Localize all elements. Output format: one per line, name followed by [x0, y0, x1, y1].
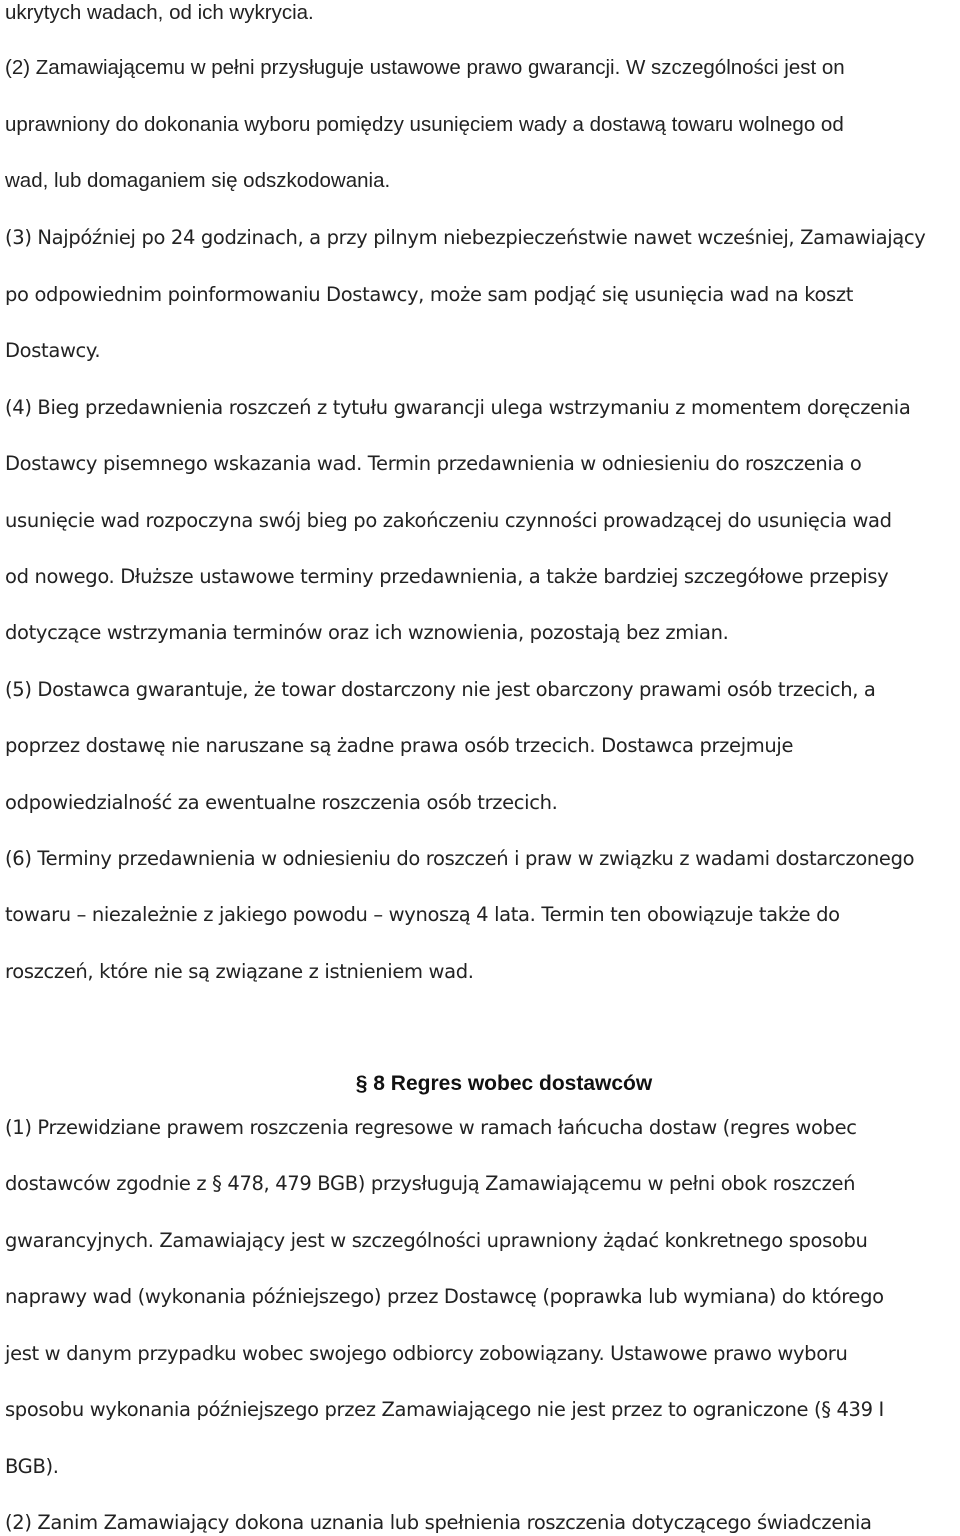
text-line: Dostawcy. [5, 339, 101, 362]
text-line: (3) Najpóźniej po 24 godzinach, a przy pilnym niebezpieczeństwie nawet wcześniej, Zamawiający [5, 226, 926, 249]
text-line: naprawy wad (wykonania późniejszego) przez Dostawcę (poprawka lub wymiana) do którego [5, 1285, 884, 1308]
text-line: jest w danym przypadku wobec swojego odbiorcy zobowiązany. Ustawowe prawo wyboru [5, 1342, 848, 1365]
text-line: odpowiedzialność za ewentualne roszczenia osób trzecich. [5, 791, 558, 814]
text-line: (6) Terminy przedawnienia w odniesieniu do roszczeń i praw w związku z wadami dostarczonego [5, 847, 915, 870]
section-heading: § 8 Regres wobec dostawców [355, 1072, 653, 1095]
text-line: (2) Zamawiającemu w pełni przysługuje ustawowe prawo gwarancji. W szczególności jest on [5, 56, 845, 79]
text-line: usunięcie wad rozpoczyna swój bieg po zakończeniu czynności prowadzącej do usunięcia wad [5, 509, 892, 532]
text-line: (1) Przewidziane prawem roszczenia regresowe w ramach łańcucha dostaw (regres wobec [5, 1116, 857, 1139]
text-line: dostawców zgodnie z § 478, 479 BGB) przysługują Zamawiającemu w pełni obok roszczeń [5, 1172, 856, 1195]
text-line: (4) Bieg przedawnienia roszczeń z tytułu gwarancji ulega wstrzymaniu z momentem doręczenia [5, 396, 911, 419]
text-line: Dostawcy pisemnego wskazania wad. Termin przedawnienia w odniesieniu do roszczenia o [5, 452, 862, 475]
text-line: (5) Dostawca gwarantuje, że towar dostarczony nie jest obarczony prawami osób trzecich, a [5, 678, 876, 701]
text-line: BGB). [5, 1455, 59, 1478]
text-line: od nowego. Dłuższe ustawowe terminy przedawnienia, a także bardziej szczegółowe przepisy [5, 565, 889, 588]
text-line: towaru – niezależnie z jakiego powodu – wynoszą 4 lata. Termin ten obowiązuje także do [5, 903, 840, 926]
text-line: ukrytych wadach, od ich wykrycia. [5, 1, 314, 24]
text-line: (2) Zanim Zamawiający dokona uznania lub spełnienia roszczenia dotyczącego świadczenia [5, 1511, 872, 1534]
text-line: sposobu wykonania późniejszego przez Zamawiającego nie jest przez to ograniczone (§ 439 I [5, 1398, 884, 1421]
text-line: po odpowiednim poinformowaniu Dostawcy, może sam podjąć się usunięcia wad na koszt [5, 283, 854, 306]
text-line: uprawniony do dokonania wyboru pomiędzy usunięciem wady a dostawą towaru wolnego od [5, 113, 844, 136]
text-line: poprzez dostawę nie naruszane są żadne prawa osób trzecich. Dostawca przejmuje [5, 734, 794, 757]
text-line: roszczeń, które nie są związane z istnieniem wad. [5, 960, 474, 983]
text-line: wad, lub domaganiem się odszkodowania. [5, 169, 391, 192]
text-line: gwarancyjnych. Zamawiający jest w szczególności uprawniony żądać konkretnego sposobu [5, 1229, 868, 1252]
text-line: dotyczące wstrzymania terminów oraz ich wznowienia, pozostają bez zmian. [5, 621, 729, 644]
